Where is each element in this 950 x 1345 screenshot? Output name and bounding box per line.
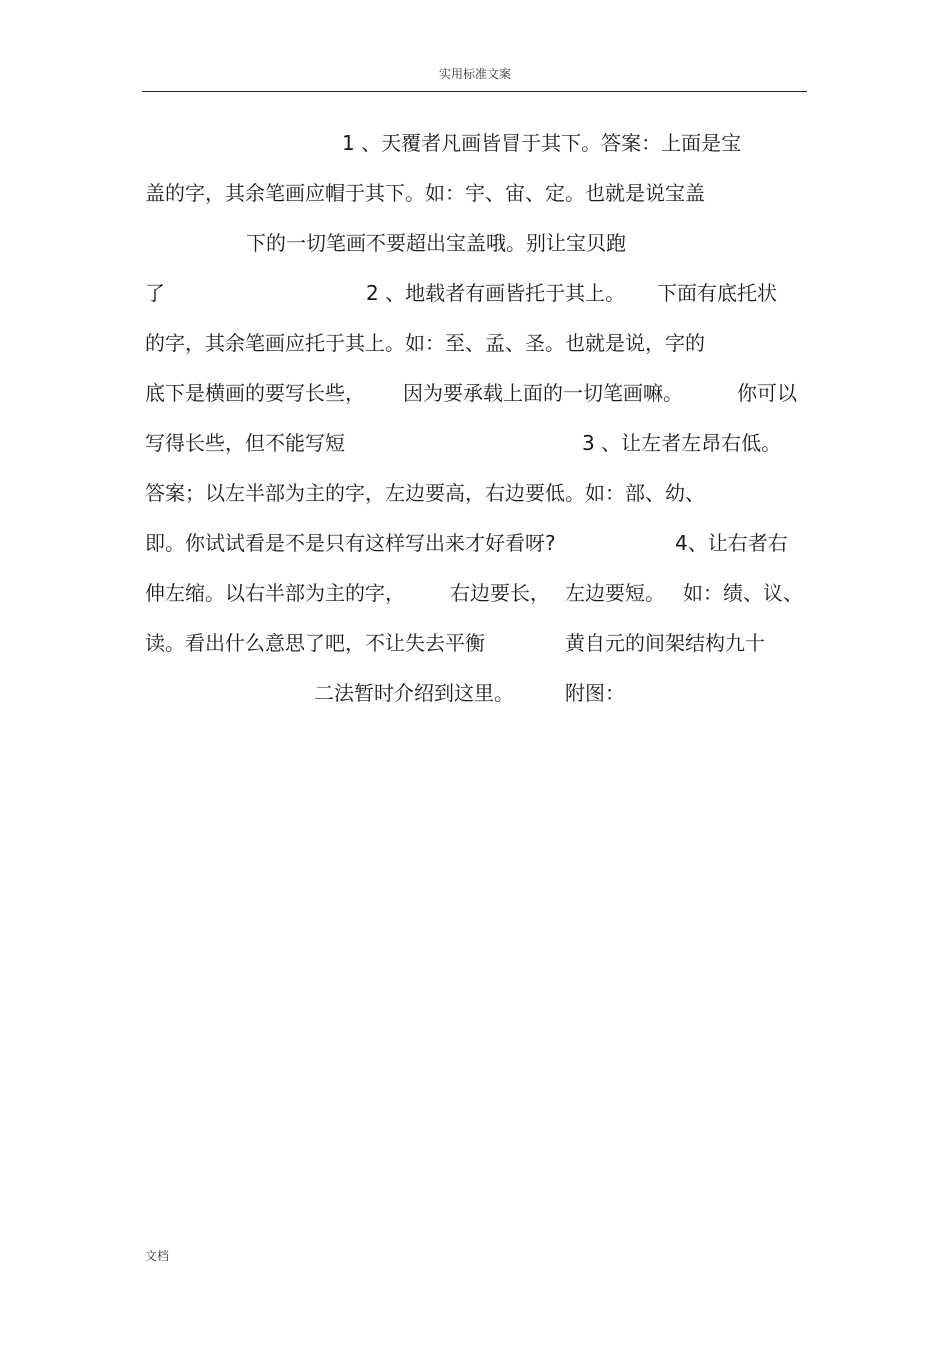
body-text-segment: 右边要长， bbox=[450, 581, 550, 605]
body-text-segment: 4、让右者右 bbox=[675, 531, 788, 555]
body-text-segment: 下的一切笔画不要超出宝盖哦。别让宝贝跑 bbox=[246, 231, 626, 255]
body-text-segment: 黄自元的间架结构九十 bbox=[565, 631, 765, 655]
body-text-segment: 你可以 bbox=[737, 381, 797, 405]
body-text-segment: 底下是横画的要写长些， bbox=[145, 381, 365, 405]
body-text-segment: 下面有底托状 bbox=[657, 281, 777, 305]
body-text-segment: 1 、天覆者凡画皆冒于其下。答案：上面是宝 bbox=[342, 131, 742, 155]
body-text-segment: 了 bbox=[145, 281, 165, 305]
body-text-segment: 附图： bbox=[565, 681, 625, 705]
body-text-segment: 2 、地载者有画皆托于其上。 bbox=[366, 281, 626, 305]
body-text-segment: 读。看出什么意思了吧，不让失去平衡 bbox=[145, 631, 485, 655]
body-text-segment: 伸左缩。以右半部为主的字， bbox=[145, 581, 405, 605]
body-text-segment: 二法暂时介绍到这里。 bbox=[314, 681, 514, 705]
body-text-segment: 的字，其余笔画应托于其上。如：至、孟、圣。也就是说，字的 bbox=[145, 331, 705, 355]
body-text-segment: 3 、让左者左昂右低。 bbox=[582, 431, 782, 455]
body-text-segment: 因为要承载上面的一切笔画嘛。 bbox=[403, 381, 683, 405]
body-text-segment: 左边要短。 bbox=[565, 581, 665, 605]
body-text-segment: 即。你试试看是不是只有这样写出来才好看呀? bbox=[145, 531, 556, 555]
body-text-segment: 写得长些，但不能写短 bbox=[145, 431, 345, 455]
page-header-title: 实用标准文案 bbox=[438, 67, 511, 81]
page-footer-label: 文档 bbox=[145, 1249, 170, 1263]
body-text-segment: 答案；以左半部为主的字，左边要高，右边要低。如：部、幼、 bbox=[145, 481, 705, 505]
body-text-segment: 如：绩、议、 bbox=[683, 581, 803, 605]
body-text-segment: 盖的字，其余笔画应帽于其下。如：宇、宙、定。也就是说宝盖 bbox=[145, 181, 705, 205]
